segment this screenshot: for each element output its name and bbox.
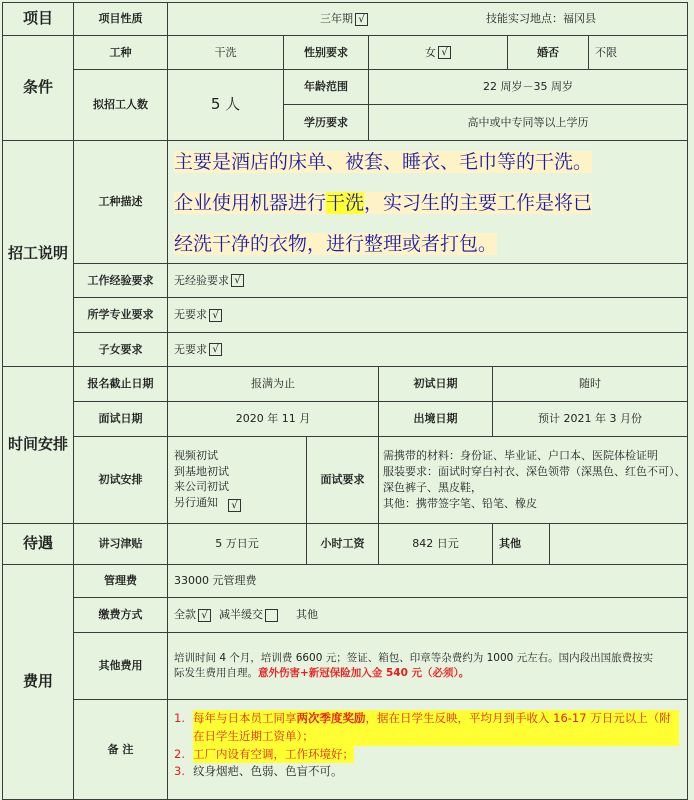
check-icon: √	[355, 13, 368, 26]
desc-line-2c: ，实习生的主要工作是将已	[364, 192, 593, 214]
label-headcount: 拟招工人数	[73, 69, 168, 141]
deadline-value: 报满为止	[167, 366, 379, 402]
interview-date-value: 2020 年 11 月	[167, 401, 379, 437]
check-icon: √	[209, 309, 222, 322]
other-benefits-value	[549, 523, 688, 565]
req-clothing: 服装要求：面试时穿白衬衣、深色领带（深黑色、红色不可）、	[383, 465, 686, 479]
label-marital: 婚否	[507, 35, 589, 70]
other-fee-line-1: 培训时间 4 个月，培训费 6600 元；签证、箱包、印章等杂费约为 1000 元左右。国内段出国旅费按实	[174, 651, 654, 664]
location-value: 技能实习地点：福冈县	[486, 12, 596, 26]
section-recruitment: 招工说明	[2, 140, 74, 367]
desc-line-3: 经洗干净的衣物，进行整理或者打包。	[174, 233, 498, 255]
gender-value: 女	[425, 45, 436, 59]
remark-num-2: 2.	[174, 746, 185, 761]
section-project: 项目	[2, 2, 74, 36]
experience-value: 无经验要求	[174, 273, 229, 287]
children-value: 无要求	[174, 342, 207, 356]
label-other-fees: 其他费用	[73, 632, 168, 700]
desc-line-2a: 企业使用机器进行	[174, 192, 327, 214]
project-type-row	[167, 2, 688, 36]
job-value: 干洗	[167, 35, 284, 70]
project-type-value: 三年期	[320, 12, 353, 26]
major-cell	[167, 297, 688, 333]
other-fees	[167, 632, 688, 700]
gender-cell	[368, 35, 508, 70]
desc-line-2b: 干洗	[326, 192, 365, 214]
interview-req-list	[378, 436, 688, 524]
desc-line-1: 主要是酒店的床单、被套、睡衣、毛巾等的干洗。	[174, 151, 593, 173]
pay-other-label: 其他	[296, 608, 318, 622]
pay-half-checkbox[interactable]	[265, 609, 278, 622]
departure-value: 预计 2021 年 3 月份	[492, 401, 688, 437]
pay-half-label: 减半缓交	[219, 608, 263, 622]
arrangement-base: 到基地初试	[174, 464, 229, 478]
check-icon: √	[231, 274, 244, 287]
check-icon: √	[438, 46, 451, 59]
label-deadline: 报名截止日期	[73, 366, 168, 402]
remark-2: 工厂内设有空调，工作环境好；	[193, 746, 354, 764]
major-value: 无要求	[174, 308, 207, 322]
education-value: 高中或中专同等以上学历	[368, 104, 688, 141]
experience-cell	[167, 263, 688, 298]
remark-1c: ，据在日学生反映，平均月到手收入 16-17 万日元以上（附在日学生近期工资单）；	[192, 711, 671, 743]
remark-3: 纹身烟疤、色弱、色盲不可。	[192, 764, 343, 779]
label-interview-req: 面试要求	[306, 436, 379, 524]
arrangement-video: 视频初试	[174, 448, 218, 462]
section-benefits: 待遇	[2, 523, 74, 565]
hourly-value: 842 日元	[378, 523, 493, 565]
label-job: 工种	[73, 35, 168, 70]
remark-1a: 每年与日本员工同享	[192, 711, 297, 725]
label-interview-date: 面试日期	[73, 401, 168, 437]
section-fees: 费用	[2, 564, 74, 800]
req-clothing-cont: 深色裤子、黑皮鞋，	[383, 481, 482, 494]
other-fee-line-2: 际发生费用自理。	[174, 667, 258, 679]
label-gender: 性别要求	[283, 35, 369, 70]
req-materials: 需携带的材料：身份证、毕业证、户口本、医院体检证明	[383, 449, 658, 463]
label-mgmt-fee: 管理费	[73, 564, 168, 598]
pay-full-checkbox[interactable]: √	[198, 609, 211, 622]
label-children: 子女要求	[73, 332, 168, 367]
check-icon: √	[228, 499, 241, 512]
remark-1b: 两次季度奖励	[296, 711, 366, 725]
arrangement-notice: 另行通知	[174, 496, 218, 510]
req-other: 其他：携带签字笔、铅笔、橡皮	[383, 496, 537, 510]
marital-value: 不限	[588, 35, 688, 70]
label-payment: 缴费方式	[73, 597, 168, 633]
payment-options	[167, 597, 688, 633]
label-departure: 出境日期	[378, 401, 493, 437]
label-education: 学历要求	[283, 104, 369, 141]
label-first-arrangement: 初试安排	[73, 436, 168, 524]
label-remarks: 备 注	[73, 699, 168, 800]
job-desc	[167, 140, 688, 264]
headcount-value: 5 人	[167, 69, 284, 141]
label-experience: 工作经验要求	[73, 263, 168, 298]
remarks	[167, 699, 688, 800]
section-conditions: 条件	[2, 35, 74, 141]
label-age: 年龄范围	[283, 69, 369, 105]
age-value: 22 周岁－35 周岁	[368, 69, 688, 105]
allowance-value: 5 万日元	[167, 523, 307, 565]
first-interview-value: 随时	[492, 366, 688, 402]
label-major: 所学专业要求	[73, 297, 168, 333]
section-schedule: 时间安排	[2, 366, 74, 524]
label-job-desc: 工种描述	[73, 140, 168, 264]
label-hourly: 小时工资	[306, 523, 379, 565]
insurance-note: 意外伤害+新冠保险加入金 540 元（必须）。	[258, 667, 470, 679]
children-cell	[167, 332, 688, 367]
arrangement-list	[167, 436, 307, 524]
arrangement-company: 来公司初试	[174, 480, 229, 494]
label-other-benefits: 其他	[492, 523, 550, 565]
check-icon: √	[209, 343, 222, 356]
label-first-interview: 初试日期	[378, 366, 493, 402]
mgmt-fee-value: 33000 元管理费	[167, 564, 688, 598]
pay-full-label: 全款	[174, 608, 196, 622]
label-allowance: 讲习津贴	[73, 523, 168, 565]
label-project-type: 项目性质	[73, 2, 168, 36]
remark-num-1: 1.	[174, 711, 185, 725]
remark-num-3: 3.	[174, 764, 185, 779]
